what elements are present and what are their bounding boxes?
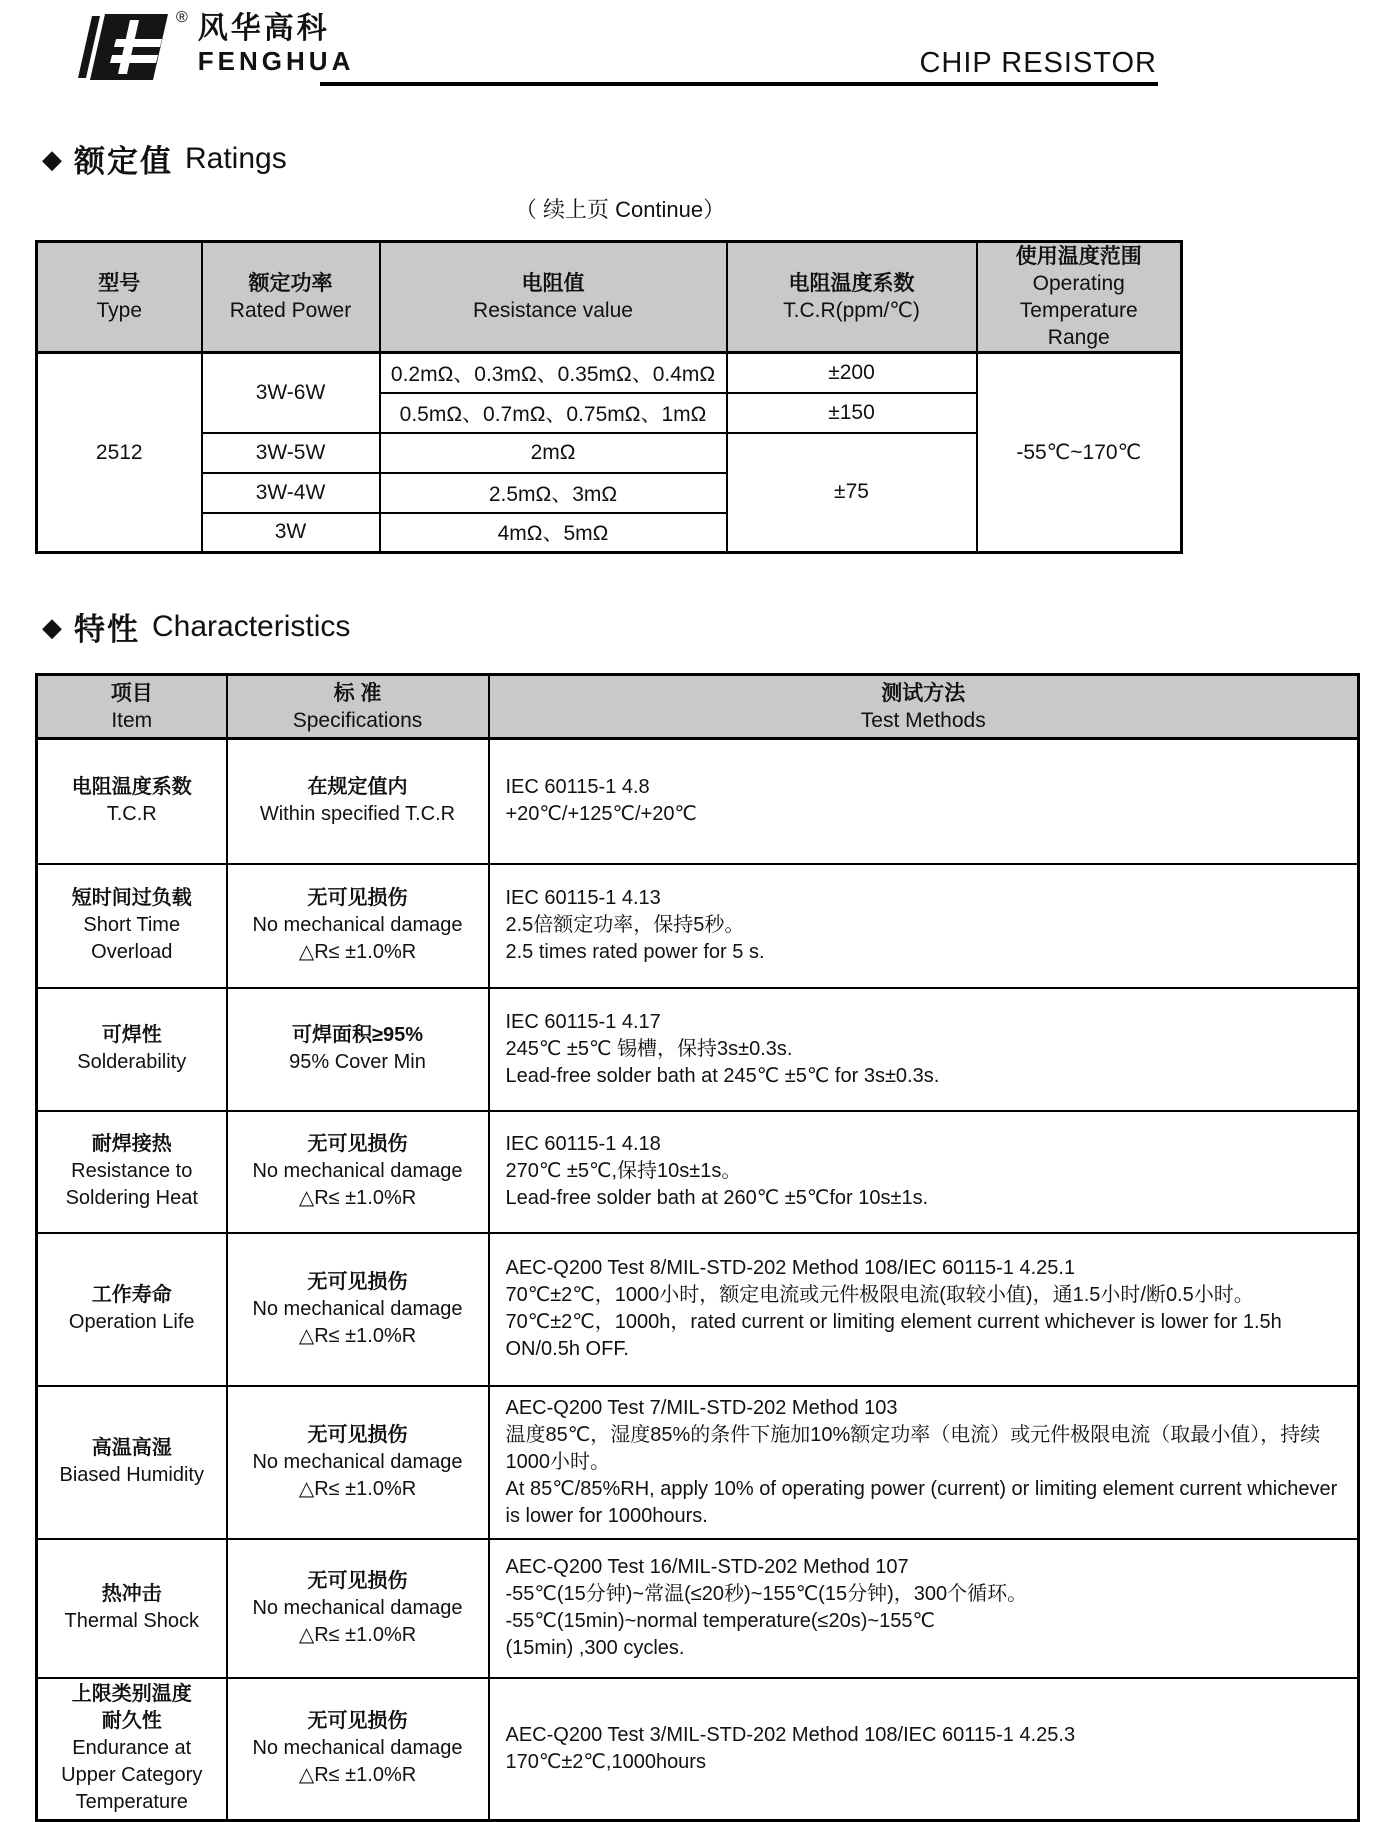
col-header-op-temp-cn: 使用温度范围 [1015, 245, 1142, 268]
brand-name-cn: 风华高科 [197, 12, 330, 45]
ratings-table [35, 240, 1183, 554]
spec-line: 无可见损伤 [307, 1710, 408, 1733]
fenghua-logo-icon [78, 12, 170, 82]
resistance-cell: 2mΩ [380, 433, 727, 473]
item-line: Temperature [75, 1791, 188, 1814]
method-cell [489, 864, 1359, 988]
method-line: IEC 60115-1 4.13 [505, 887, 661, 909]
method-line: 70℃±2℃，1000h，rated current or limiting element current whichever is lower for 1.5h ON/0.5h OFF. [505, 1311, 1282, 1360]
table-row [37, 353, 1182, 393]
method-line: 170℃±2℃,1000hours [505, 1750, 706, 1773]
spec-line: 无可见损伤 [307, 1569, 408, 1592]
method-line: +20℃/+125℃/+20℃ [505, 803, 697, 826]
item-line: 上限类别温度 [71, 1683, 192, 1706]
col-header-op-temp-en3: Range [1047, 326, 1110, 349]
item-cell [37, 988, 227, 1111]
characteristics-heading-en: Characteristics [152, 609, 351, 643]
col-header-resistance-cn: 电阻值 [521, 272, 585, 295]
rated-power-cell: 3W-5W [202, 433, 380, 473]
fenghua-logo [78, 9, 355, 82]
spec-cell [227, 1678, 489, 1821]
spec-line: 可焊面积≥95% [291, 1024, 423, 1046]
spec-line: 95% Cover Min [289, 1051, 426, 1073]
item-cell [37, 739, 227, 864]
spec-line: 在规定值内 [307, 776, 408, 799]
item-line: Soldering Heat [65, 1187, 198, 1209]
spec-cell [227, 1386, 489, 1539]
table-row-operation-life [37, 1233, 1359, 1386]
table-row-short-time-overload [37, 864, 1359, 988]
characteristics-heading-cn: 特性 [74, 612, 140, 647]
page-header [0, 0, 1385, 82]
item-line: Solderability [77, 1051, 187, 1073]
ratings-header-row [37, 242, 1182, 353]
spec-line: No mechanical damage [252, 1737, 463, 1760]
col-header-type-cn: 型号 [98, 272, 141, 295]
spec-cell [227, 739, 489, 864]
tcr-cell: ±200 [727, 353, 977, 393]
method-line: At 85℃/85%RH, apply 10% of operating power (current) or limiting element current whichever is lower for 1000hours. [505, 1477, 1338, 1527]
col-header-type-en: Type [96, 299, 143, 322]
item-cell [37, 1233, 227, 1386]
table-row-endurance-upper-category-temperature [37, 1678, 1359, 1821]
spec-line: △R≤ ±1.0%R [298, 1764, 417, 1787]
spec-line: No mechanical damage [252, 1596, 463, 1619]
method-line: Lead-free solder bath at 260℃ ±5℃for 10s±1s. [505, 1187, 929, 1209]
item-line: 可焊性 [101, 1024, 162, 1046]
spec-line: 无可见损伤 [307, 1133, 408, 1155]
item-cell [37, 1111, 227, 1233]
resistance-cell: 0.2mΩ、0.3mΩ、0.35mΩ、0.4mΩ [380, 353, 727, 393]
col-header-test-methods-cn: 测试方法 [881, 681, 966, 705]
col-header-rated-power-cn: 额定功率 [248, 272, 333, 295]
spec-line: △R≤ ±1.0%R [298, 1477, 417, 1500]
spec-cell [227, 1233, 489, 1386]
item-line: 电阻温度系数 [71, 776, 192, 799]
operating-temp-cell: -55℃~170℃ [977, 353, 1182, 553]
diamond-icon: ◆ [42, 611, 62, 642]
table-row-tcr [37, 739, 1359, 864]
spec-line: 无可见损伤 [307, 1270, 408, 1293]
item-line: T.C.R [106, 803, 157, 826]
method-cell [489, 988, 1359, 1111]
col-header-specifications [227, 675, 489, 739]
spec-line: No mechanical damage [252, 1450, 463, 1473]
col-header-item-en: Item [111, 708, 153, 732]
item-line: Overload [91, 941, 173, 963]
method-line: AEC-Q200 Test 8/MIL-STD-202 Method 108/IEC 60115-1 4.25.1 [505, 1257, 1076, 1279]
method-line: 2.5 times rated power for 5 s. [505, 941, 765, 963]
col-header-test-methods-en: Test Methods [860, 708, 986, 732]
ratings-heading-cn: 额定值 [74, 144, 173, 179]
col-header-tcr-en: T.C.R(ppm/℃) [783, 299, 920, 322]
document-title: CHIP RESISTOR [919, 47, 1157, 79]
method-line: AEC-Q200 Test 3/MIL-STD-202 Method 108/IEC 60115-1 4.25.3 [505, 1723, 1076, 1746]
spec-line: △R≤ ±1.0%R [298, 1187, 417, 1209]
diamond-icon: ◆ [42, 143, 62, 174]
brand-name-en: FENGHUA [197, 46, 355, 76]
spec-cell [227, 1539, 489, 1678]
item-line: 短时间过负载 [71, 887, 192, 909]
col-header-rated-power [202, 242, 380, 353]
col-header-type [37, 242, 202, 353]
method-line: AEC-Q200 Test 7/MIL-STD-202 Method 103 [505, 1396, 898, 1419]
resistance-cell: 0.5mΩ、0.7mΩ、0.75mΩ、1mΩ [380, 393, 727, 433]
item-line: 热冲击 [101, 1583, 162, 1605]
characteristics-header-row [37, 675, 1359, 739]
spec-line: △R≤ ±1.0%R [298, 941, 417, 963]
type-cell: 2512 [37, 353, 202, 553]
item-line: Short Time [83, 914, 181, 936]
method-line: -55℃(15min)~normal temperature(≤20s)~155℃ [505, 1610, 935, 1632]
spec-line: No mechanical damage [252, 1297, 463, 1320]
col-header-op-temp [977, 242, 1182, 353]
method-line: Lead-free solder bath at 245℃ ±5℃ for 3s±0.3s. [505, 1064, 940, 1087]
item-line: 耐焊接热 [91, 1133, 172, 1155]
method-cell [489, 739, 1359, 864]
spec-line: 无可见损伤 [307, 887, 408, 909]
resistance-cell: 4mΩ、5mΩ [380, 513, 727, 553]
method-line: 温度85℃，湿度85%的条件下施加10%额定功率（电流）或元件极限电流（取最小值），持续1000小时。 [505, 1423, 1321, 1473]
spec-line: No mechanical damage [252, 914, 463, 936]
col-header-specifications-en: Specifications [292, 708, 423, 732]
item-line: Thermal Shock [64, 1610, 199, 1632]
spec-line: No mechanical damage [252, 1160, 463, 1182]
col-header-test-methods [489, 675, 1359, 739]
spec-cell [227, 988, 489, 1111]
item-cell [37, 1539, 227, 1678]
registered-trademark-icon: ® [176, 9, 188, 26]
col-header-resistance [380, 242, 727, 353]
col-header-item [37, 675, 227, 739]
col-header-item-cn: 项目 [110, 681, 153, 705]
method-line: -55℃(15分钟)~常温(≤20秒)~155℃(15分钟)，300个循环。 [505, 1583, 1028, 1605]
method-line: IEC 60115-1 4.17 [505, 1010, 661, 1033]
method-cell [489, 1111, 1359, 1233]
item-cell [37, 1386, 227, 1539]
table-row-thermal-shock [37, 1539, 1359, 1678]
method-line: 270℃ ±5℃,保持10s±1s。 [505, 1160, 742, 1182]
method-line: 70℃±2℃，1000小时，额定电流或元件极限电流(取较小值)，通1.5小时/断0.5小时。 [505, 1284, 1254, 1306]
tcr-cell: ±150 [727, 393, 977, 433]
brand-text [198, 12, 355, 76]
col-header-op-temp-en1: Operating [1032, 272, 1125, 295]
item-line: Biased Humidity [59, 1464, 204, 1486]
ratings-heading-en: Ratings [185, 141, 287, 175]
table-row-solderability [37, 988, 1359, 1111]
col-header-op-temp-en2: Temperature [1019, 299, 1138, 322]
method-line: IEC 60115-1 4.18 [505, 1133, 661, 1155]
item-line: 工作寿命 [91, 1284, 172, 1306]
method-line: AEC-Q200 Test 16/MIL-STD-202 Method 107 [505, 1556, 909, 1578]
method-cell [489, 1233, 1359, 1386]
item-line: Upper Category [61, 1764, 203, 1787]
table-row-resistance-to-soldering-heat [37, 1111, 1359, 1233]
item-line: 耐久性 [101, 1710, 162, 1733]
header-rule [320, 82, 1158, 86]
spec-cell [227, 1111, 489, 1233]
spec-cell [227, 864, 489, 988]
spec-line: △R≤ ±1.0%R [298, 1324, 417, 1347]
method-cell [489, 1678, 1359, 1821]
item-line: Resistance to [71, 1160, 193, 1182]
col-header-tcr-cn: 电阻温度系数 [788, 272, 915, 295]
rated-power-cell: 3W-6W [202, 353, 380, 433]
spec-line: Within specified T.C.R [259, 803, 456, 826]
characteristics-section-heading [42, 604, 1385, 649]
method-cell [489, 1539, 1359, 1678]
item-line: Operation Life [68, 1311, 195, 1333]
item-cell [37, 1678, 227, 1821]
item-line: Endurance at [72, 1737, 192, 1760]
method-line: (15min) ,300 cycles. [505, 1637, 685, 1659]
resistance-cell: 2.5mΩ、3mΩ [380, 473, 727, 513]
method-line: 245℃ ±5℃ 锡槽，保持3s±0.3s. [505, 1037, 793, 1060]
col-header-tcr [727, 242, 977, 353]
spec-line: △R≤ ±1.0%R [298, 1623, 417, 1646]
method-line: 2.5倍额定功率，保持5秒。 [505, 914, 745, 936]
item-cell [37, 864, 227, 988]
ratings-section-heading [42, 136, 1385, 181]
col-header-specifications-cn: 标 准 [333, 681, 382, 705]
tcr-cell: ±75 [727, 433, 977, 553]
spec-line: 无可见损伤 [307, 1423, 408, 1446]
rated-power-cell: 3W [202, 513, 380, 553]
col-header-resistance-en: Resistance value [473, 299, 633, 322]
table-row-biased-humidity [37, 1386, 1359, 1539]
item-line: 高温高湿 [91, 1437, 172, 1459]
method-cell [489, 1386, 1359, 1539]
col-header-rated-power-en: Rated Power [229, 299, 352, 322]
continue-note: （ 续上页 Continue） [514, 197, 726, 222]
method-line: IEC 60115-1 4.8 [505, 776, 650, 799]
characteristics-table [35, 673, 1360, 1822]
rated-power-cell: 3W-4W [202, 473, 380, 513]
